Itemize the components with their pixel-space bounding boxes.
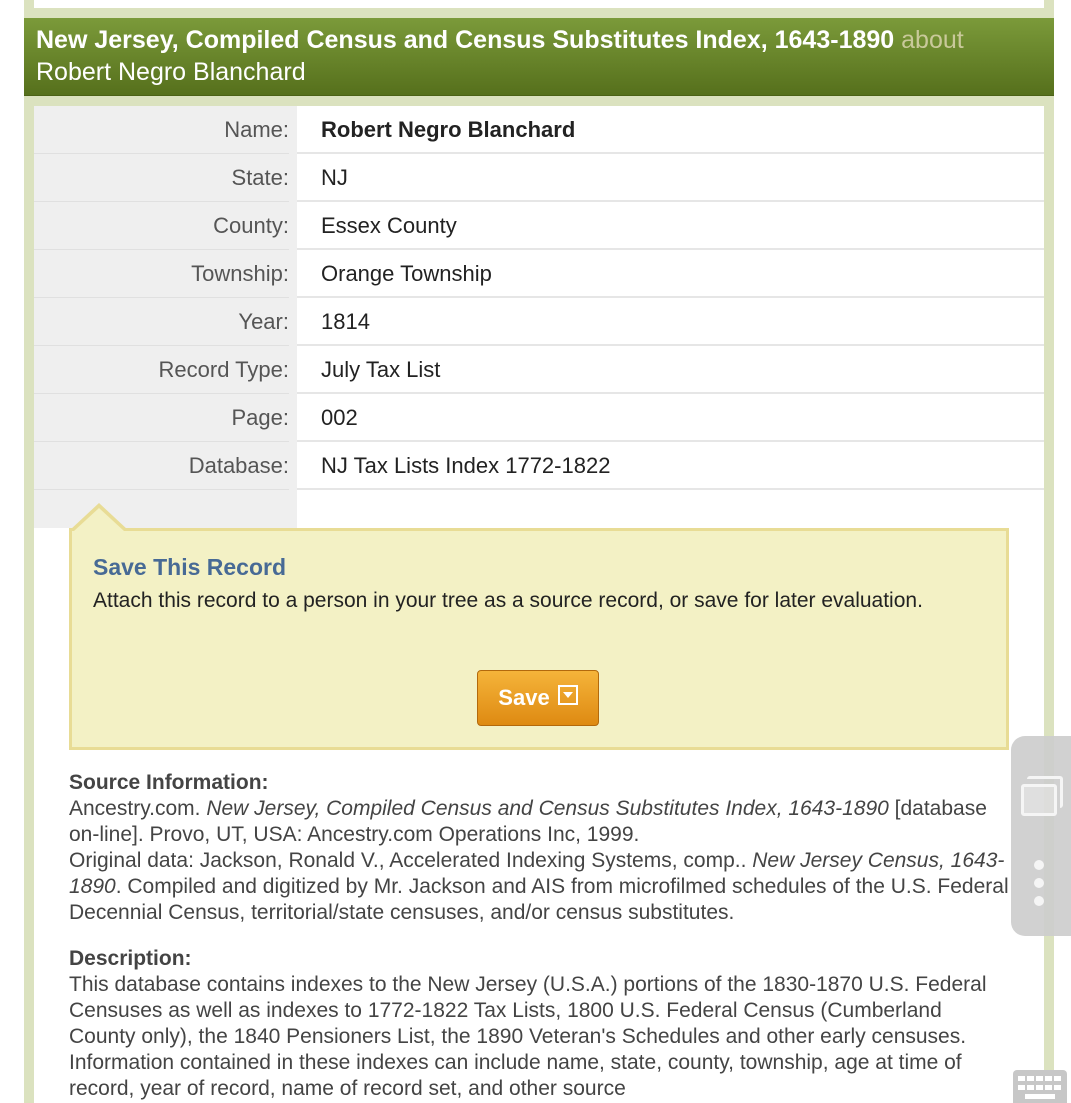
more-vertical-icon[interactable]: [1034, 860, 1044, 870]
original-text: . Compiled and digitized by Mr. Jackson and AIS from microfilmed schedules of the U.S. Federal Decennial Census, territorial/state censuses, and/or census substitutes.: [69, 875, 1009, 924]
save-description: Attach this record to a person in your tree as a source record, or save for later evaluation.: [93, 589, 923, 612]
row-value: Orange Township: [321, 261, 492, 286]
record-row-year: [34, 298, 1044, 346]
top-strip: [34, 0, 1044, 8]
record-row-township: [34, 250, 1044, 298]
original-text: Original data: Jackson, Ronald V., Accelerated Indexing Systems, comp..: [69, 849, 753, 872]
row-value: NJ Tax Lists Index 1772-1822: [321, 453, 611, 478]
source-citation: [69, 796, 1014, 848]
source-information: [69, 770, 1014, 926]
person-name: Robert Negro Blanchard: [36, 58, 306, 86]
citation-title: New Jersey, Compiled Census and Census Substitutes Index, 1643-1890: [206, 797, 889, 820]
citation-text: [database on-line]. Provo, UT, USA: Ancestry.com Operations Inc, 1999.: [69, 797, 987, 846]
floating-side-panel[interactable]: [1011, 736, 1071, 936]
record-row-database: [34, 442, 1044, 490]
row-value: Essex County: [321, 213, 457, 238]
original-title: New Jersey Census, 1643-1890: [69, 849, 1005, 898]
recent-apps-icon[interactable]: [1021, 784, 1057, 816]
record-row-record-type: [34, 346, 1044, 394]
record-header: [24, 18, 1054, 96]
row-label: Year:: [34, 298, 289, 346]
row-value: Robert Negro Blanchard: [321, 117, 576, 142]
save-button-label: Save: [498, 685, 550, 710]
row-label: Township:: [34, 250, 289, 298]
row-label: Name:: [34, 106, 289, 154]
more-vertical-icon-dot: [1034, 896, 1044, 906]
description-heading: Description:: [69, 947, 192, 970]
row-label: County:: [34, 202, 289, 250]
keyboard-icon[interactable]: [1013, 1070, 1067, 1103]
row-label: State:: [34, 154, 289, 202]
chevron-down-icon[interactable]: [558, 685, 578, 705]
description: [69, 946, 1014, 1102]
row-value: NJ: [321, 165, 348, 190]
record-row-name: [34, 106, 1044, 154]
citation-text: Ancestry.com.: [69, 797, 207, 820]
row-value: 002: [321, 405, 358, 430]
record-row-page: [34, 394, 1044, 442]
save-button[interactable]: [477, 670, 599, 726]
save-title: Save This Record: [93, 554, 287, 580]
source-heading: Source Information:: [69, 771, 269, 794]
row-label: Page:: [34, 394, 289, 442]
description-text: This database contains indexes to the New Jersey (U.S.A.) portions of the 1830-1870 U.S. Federal Censuses as well as indexes to 1772-1822 Tax Lists, 1800 U.S. Federal Census (Cumberland County only), the 1840 Pensioners List, the 1890 Veteran's Schedules and other early censuses. Information contained in these indexes can include name, state, county, township, age at time of record, year of record, name of record set, and other source: [69, 973, 987, 1100]
row-label: Database:: [34, 442, 289, 490]
row-label: Record Type:: [34, 346, 289, 394]
about-text: about: [901, 26, 964, 54]
row-value: 1814: [321, 309, 370, 334]
callout-arrow-fill: [74, 508, 124, 531]
collection-title[interactable]: New Jersey, Compiled Census and Census Substitutes Index, 1643-1890: [36, 26, 895, 54]
row-value: July Tax List: [321, 357, 441, 382]
more-vertical-icon-dot: [1034, 878, 1044, 888]
source-original-data: [69, 848, 1014, 926]
save-record-panel: [69, 528, 1009, 750]
record-row-county: [34, 202, 1044, 250]
row-divider: [297, 488, 1044, 490]
record-row-state: [34, 154, 1044, 202]
